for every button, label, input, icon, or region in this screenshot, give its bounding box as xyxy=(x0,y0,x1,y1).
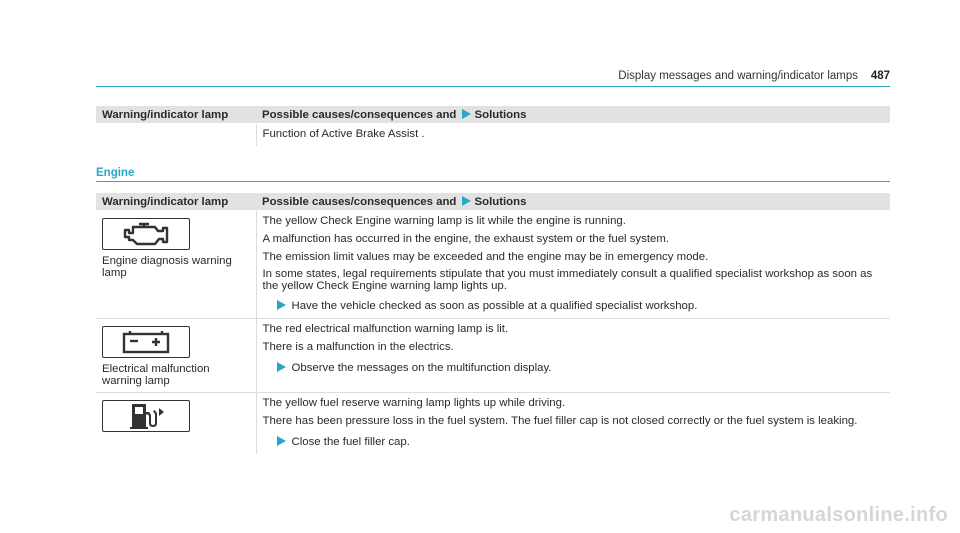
lamp-label: Electrical malfunction warning lamp xyxy=(102,363,210,387)
col-header-causes xyxy=(256,193,890,211)
description-line: There is a malfunction in the electrics. xyxy=(262,341,454,353)
col-header-lamp: Warning/indicator lamp xyxy=(96,106,256,124)
description-cell xyxy=(256,393,890,455)
lamp-label: Engine diagnosis warning lamp xyxy=(102,255,232,279)
description-line: In some states, legal requirements stipulate that you must immediately consult a qualified specialist workshop as soon as the yellow Check Engine warning lamp lights up. xyxy=(262,268,873,292)
lamp-cell xyxy=(96,319,256,393)
table-header-row xyxy=(96,106,890,124)
table-row xyxy=(96,393,890,455)
check-engine-icon xyxy=(102,218,190,250)
page-number: 487 xyxy=(870,70,890,82)
col-header-causes-label: Possible causes/consequences and xyxy=(262,196,457,208)
col-header-causes-label: Possible causes/consequences and xyxy=(262,109,457,121)
lamp-table-continued xyxy=(96,106,890,146)
col-header-solutions-label: Solutions xyxy=(474,196,527,208)
battery-icon xyxy=(102,326,190,358)
watermark: carmanualsonline.info xyxy=(729,504,948,526)
page-header xyxy=(96,70,890,87)
table-row xyxy=(96,211,890,319)
description-cell: Function of Active Brake Assist . xyxy=(262,128,425,140)
description-line: The yellow Check Engine warning lamp is lit while the engine is running. xyxy=(262,215,626,227)
description-line: The red electrical malfunction warning lamp is lit. xyxy=(262,323,509,335)
table-row xyxy=(96,124,890,147)
description-line: A malfunction has occurred in the engine, the exhaust system or the fuel system. xyxy=(262,233,669,245)
lamp-cell xyxy=(96,393,256,455)
solution-step xyxy=(263,435,885,449)
description-cell xyxy=(256,211,890,319)
arrow-icon xyxy=(277,362,286,372)
solution-step xyxy=(263,361,885,375)
lamp-cell xyxy=(96,124,256,147)
arrow-icon xyxy=(462,109,471,119)
col-header-lamp: Warning/indicator lamp xyxy=(96,193,256,211)
lamp-table-engine xyxy=(96,193,890,454)
description-line: There has been pressure loss in the fuel system. The fuel filler cap is not closed correctly or the fuel system is leaking. xyxy=(262,415,858,427)
solution-text: Close the fuel filler cap. xyxy=(291,436,410,448)
table-header-row xyxy=(96,193,890,211)
arrow-icon xyxy=(277,436,286,446)
solution-text: Observe the messages on the multifunction display. xyxy=(291,362,552,374)
arrow-icon xyxy=(462,196,471,206)
solution-text: Have the vehicle checked as soon as possible at a qualified specialist workshop. xyxy=(291,300,698,312)
section-heading-engine: Engine xyxy=(96,167,890,182)
col-header-causes xyxy=(256,106,890,124)
col-header-solutions-label: Solutions xyxy=(474,109,527,121)
solution-step xyxy=(263,299,885,313)
description-line: The emission limit values may be exceeded and the engine may be in emergency mode. xyxy=(262,251,709,263)
table-row xyxy=(96,319,890,393)
section-title: Display messages and warning/indicator lamps xyxy=(618,70,858,82)
description-cell xyxy=(256,319,890,393)
description-line: The yellow fuel reserve warning lamp lights up while driving. xyxy=(262,397,566,409)
fuel-pump-icon xyxy=(102,400,190,432)
lamp-cell xyxy=(96,211,256,319)
arrow-icon xyxy=(277,300,286,310)
